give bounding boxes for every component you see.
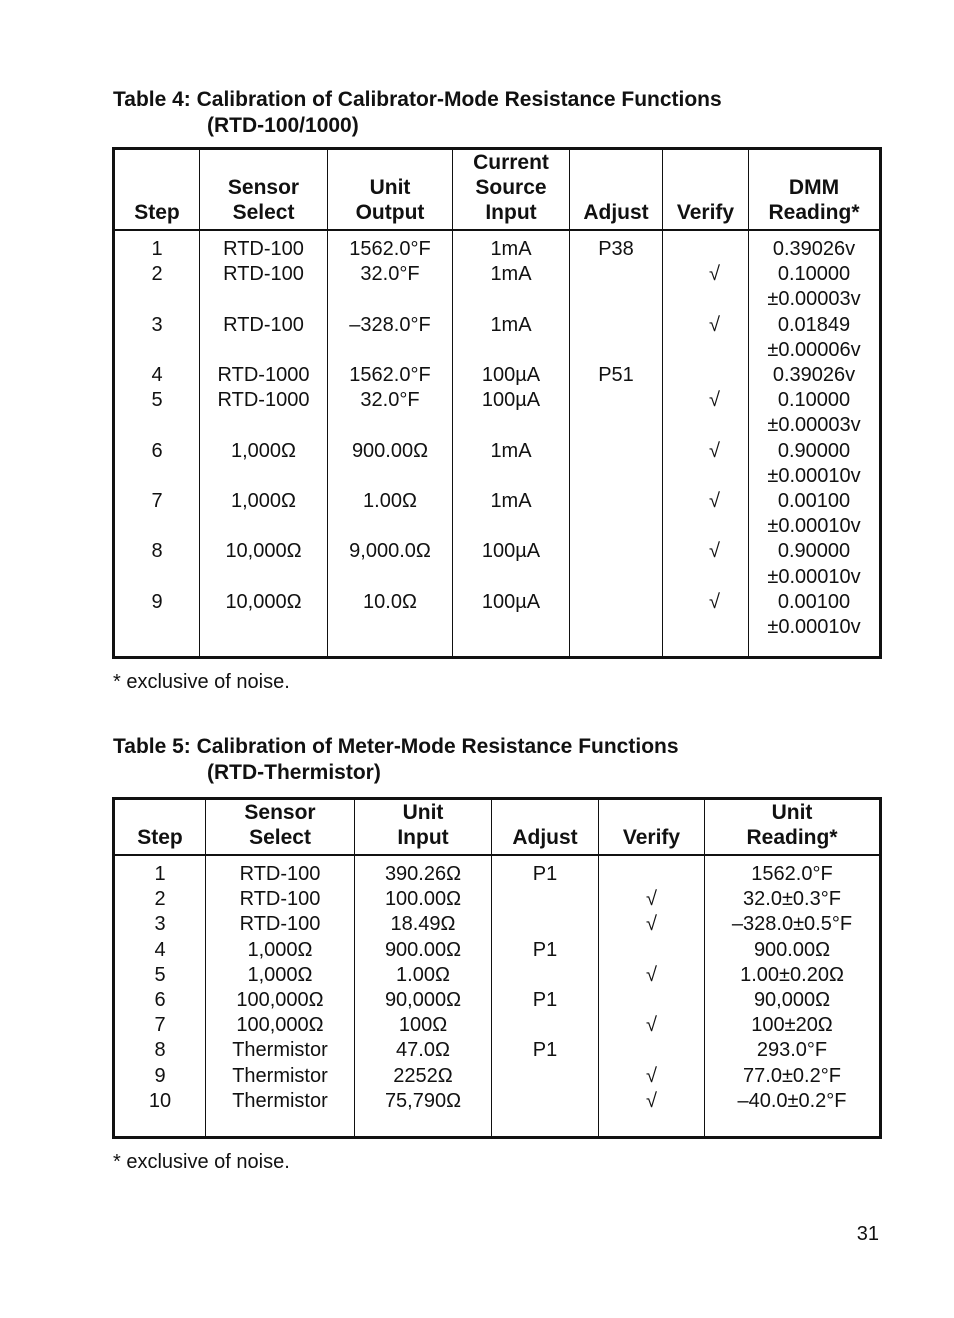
- table4-cell-output: 1.00Ω: [363, 490, 417, 513]
- table4-cell-step: [117, 287, 197, 312]
- table4-cell-current: 1mA: [490, 263, 532, 286]
- table4-cell-adjust: P38: [598, 238, 634, 260]
- table5-cell-verify: √: [646, 1089, 657, 1112]
- table4-cell-adjust: [572, 464, 660, 489]
- table4-cell-adjust: [572, 388, 660, 413]
- table5-cell-input: 100Ω: [398, 1014, 448, 1037]
- table5-cell-input: 2252Ω: [393, 1064, 453, 1087]
- table5-cell-reading: 1.00±0.20Ω: [740, 963, 844, 986]
- table4-cell-sensor: RTD-1000: [217, 364, 310, 387]
- table5-header-step: Step: [114, 799, 206, 856]
- table4-header-row: [114, 149, 881, 231]
- table4-col-adjust: [570, 230, 663, 658]
- table5-cell-adjust: [494, 1013, 596, 1038]
- table4-cell-verify: [665, 363, 720, 388]
- table4-cell-dmm: 0.00100: [777, 490, 851, 513]
- table5-header-row: [114, 799, 881, 856]
- table5-header-verify: Verify: [599, 799, 705, 856]
- table4-cell-current: [455, 615, 567, 640]
- table4-cell-dmm: 0.01849: [777, 313, 851, 336]
- table5-cell-sensor: RTD-100: [239, 888, 321, 911]
- table4-cell-output: 32.0°F: [360, 263, 420, 286]
- table5-cell-sensor: 100,000Ω: [236, 989, 324, 1012]
- table5-cell-input: 75,790Ω: [384, 1089, 462, 1112]
- table5-cell-input: 390.26Ω: [384, 863, 462, 885]
- table4-cell-dmm: 0.90000: [777, 540, 851, 563]
- table5-cell-adjust: P1: [532, 989, 558, 1012]
- table5-cell-verify: [601, 1038, 702, 1063]
- table4-calibrator-mode: [112, 147, 882, 659]
- table5-header-sensor-select: Sensor Select: [206, 799, 355, 856]
- table4-cell-step: 5: [151, 389, 163, 412]
- table5-cell-adjust: P1: [532, 938, 558, 961]
- table5-cell-adjust: P1: [532, 1039, 558, 1062]
- table5-cell-reading: 90,000Ω: [753, 989, 831, 1012]
- table4-header-adjust: Adjust: [570, 149, 663, 231]
- table4-cell-dmm: 0.90000: [777, 439, 851, 462]
- table4-cell-current: 100µA: [481, 364, 541, 387]
- table5-header-adjust: Adjust: [492, 799, 599, 856]
- table5-cell-input: 100.00Ω: [384, 888, 462, 911]
- table5-cell-reading: 293.0°F: [756, 1039, 828, 1062]
- table5-cell-reading: –328.0±0.5°F: [731, 913, 853, 936]
- table4-cell-dmm: 0.39026v: [772, 238, 856, 260]
- table4-cell-current: 1mA: [490, 313, 532, 336]
- table4-cell-output: [330, 464, 450, 489]
- table5-cell-verify: [601, 988, 702, 1013]
- table4-cell-sensor: 1,000Ω: [231, 490, 296, 513]
- table4-cell-step: [117, 413, 197, 438]
- table4-cell-sensor: [202, 338, 325, 363]
- table4-cell-dmm: 0.39026v: [772, 364, 856, 387]
- table4-cell-verify: √: [709, 439, 720, 462]
- table5-cell-adjust: P1: [532, 863, 558, 885]
- table4-cell-adjust: [572, 489, 660, 514]
- table4-cell-verify: [665, 413, 720, 438]
- table4-header-sensor-select: Sensor Select: [200, 149, 328, 231]
- table4-cell-step: [117, 464, 197, 489]
- table4-cell-sensor: [202, 615, 325, 640]
- table5-cell-reading: 100±20Ω: [751, 1014, 833, 1037]
- table4-cell-output: 9,000.0Ω: [349, 540, 431, 563]
- table5-cell-input: 18.49Ω: [390, 913, 456, 936]
- page-number: 31: [856, 1223, 879, 1245]
- table5-col-input: [355, 855, 492, 1138]
- table4-col-sensor: [200, 230, 328, 658]
- table4-cell-adjust: P51: [598, 364, 634, 387]
- table4-cell-adjust: [572, 262, 660, 287]
- table5-col-reading: [705, 855, 881, 1138]
- table4-cell-sensor: [202, 464, 325, 489]
- table4-col-current: [453, 230, 570, 658]
- table4-cell-dmm: ±0.00006v: [767, 338, 861, 361]
- table4-cell-output: [330, 615, 450, 640]
- table5-cell-input: 47.0Ω: [396, 1039, 450, 1062]
- table5-cell-sensor: RTD-100: [239, 913, 321, 936]
- table4-cell-adjust: [572, 439, 660, 464]
- table4-cell-current: 100µA: [481, 590, 541, 613]
- table5-cell-sensor: 100,000Ω: [236, 1014, 324, 1037]
- table4-cell-current: 100µA: [481, 389, 541, 412]
- table4-cell-verify: √: [709, 389, 720, 412]
- table4-cell-verify: √: [709, 263, 720, 286]
- table5-cell-adjust: [494, 887, 596, 912]
- table4-cell-current: 1mA: [490, 439, 532, 462]
- table4-cell-verify: √: [709, 590, 720, 613]
- table5-cell-verify: √: [646, 913, 657, 936]
- table4-cell-adjust: [572, 514, 660, 539]
- table4-cell-step: 3: [151, 313, 163, 336]
- table4-cell-sensor: 1,000Ω: [231, 439, 296, 462]
- table4-header-current-source-input: Current Source Input: [453, 149, 570, 231]
- table4-cell-verify: [665, 514, 720, 539]
- table4-cell-current: [455, 464, 567, 489]
- table4-cell-verify: [665, 615, 720, 640]
- table5-cell-input: 1.00Ω: [396, 963, 450, 986]
- table4-cell-verify: [665, 338, 720, 363]
- table4-cell-step: 6: [151, 439, 163, 462]
- table4-col-output: [328, 230, 453, 658]
- table4-cell-current: [455, 413, 567, 438]
- table5-caption-line1: Table 5: Calibration of Meter-Mode Resistance Functions: [113, 735, 679, 758]
- table4-cell-sensor: [202, 514, 325, 539]
- table4-cell-adjust: [572, 287, 660, 312]
- table5-cell-input: 900.00Ω: [384, 938, 462, 961]
- table4-cell-current: [455, 338, 567, 363]
- table5-cell-input: 90,000Ω: [384, 989, 462, 1012]
- table5-cell-reading: 900.00Ω: [753, 938, 831, 961]
- table4-footnote: * exclusive of noise.: [113, 671, 290, 693]
- table4-cell-verify: [665, 464, 720, 489]
- table4-col-dmm: [749, 230, 881, 658]
- table4-cell-current: [455, 514, 567, 539]
- table4-cell-output: [330, 338, 450, 363]
- table4-cell-verify: √: [709, 313, 720, 336]
- table4-cell-dmm: ±0.00010v: [767, 515, 861, 538]
- table4-cell-sensor: RTD-100: [223, 313, 304, 336]
- table5-header-unit-reading: Unit Reading*: [705, 799, 881, 856]
- table5-cell-sensor: RTD-100: [239, 863, 321, 885]
- table4-cell-output: [330, 565, 450, 590]
- table4-cell-output: [330, 287, 450, 312]
- table5-cell-sensor: Thermistor: [232, 1039, 328, 1062]
- table4-cell-verify: √: [709, 490, 720, 513]
- table4-cell-step: 9: [151, 590, 163, 613]
- table5-cell-sensor: 1,000Ω: [247, 938, 313, 961]
- table5-cell-step: 2: [154, 888, 166, 911]
- table4-cell-step: [117, 615, 197, 640]
- table5-cell-adjust: [494, 963, 596, 988]
- table4-cell-output: 1562.0°F: [349, 238, 431, 260]
- table4-cell-dmm: 0.10000: [777, 389, 851, 412]
- table4-cell-sensor: [202, 287, 325, 312]
- table4-cell-output: 900.00Ω: [351, 439, 429, 462]
- table5-footnote: * exclusive of noise.: [113, 1151, 290, 1173]
- table5-col-sensor: [206, 855, 355, 1138]
- table5-cell-step: 10: [148, 1089, 172, 1112]
- table4-caption: [113, 87, 722, 139]
- table4-cell-verify: √: [709, 540, 720, 563]
- table4-cell-dmm: 0.10000: [777, 263, 851, 286]
- table4-cell-output: 10.0Ω: [363, 590, 417, 613]
- table5-cell-verify: √: [646, 963, 657, 986]
- table5-cell-step: 5: [154, 963, 166, 986]
- table5-body: [114, 855, 881, 1138]
- table4-cell-step: [117, 565, 197, 590]
- table5-cell-sensor: Thermistor: [232, 1064, 328, 1087]
- table4-cell-step: 4: [151, 364, 163, 387]
- table5-cell-step: 9: [154, 1064, 166, 1087]
- table4-cell-current: 100µA: [481, 540, 541, 563]
- table4-cell-step: 1: [151, 238, 163, 260]
- table5-cell-step: 1: [154, 863, 166, 885]
- table4-cell-step: 8: [151, 540, 163, 563]
- table5-caption: [113, 734, 679, 786]
- table4-cell-step: 7: [151, 490, 163, 513]
- table5-cell-sensor: 1,000Ω: [247, 963, 313, 986]
- table4-cell-adjust: [572, 338, 660, 363]
- table5-cell-verify: √: [646, 1014, 657, 1037]
- table4-cell-adjust: [572, 539, 660, 564]
- table4-cell-sensor: 10,000Ω: [225, 540, 302, 563]
- table4-cell-sensor: 10,000Ω: [225, 590, 302, 613]
- table5-cell-verify: [601, 938, 702, 963]
- table4-header-dmm-reading: DMM Reading*: [749, 149, 881, 231]
- table4-cell-verify: [665, 237, 720, 262]
- table4-cell-step: [117, 338, 197, 363]
- table4-cell-sensor: RTD-100: [223, 238, 304, 260]
- table5-cell-step: 7: [154, 1014, 166, 1037]
- table4-cell-sensor: [202, 413, 325, 438]
- table5-cell-adjust: [494, 912, 596, 937]
- table4-cell-current: [455, 565, 567, 590]
- table4-header-unit-output: Unit Output: [328, 149, 453, 231]
- table4-cell-adjust: [572, 313, 660, 338]
- table4-cell-sensor: RTD-1000: [217, 389, 310, 412]
- table4-header-verify: Verify: [663, 149, 749, 231]
- table5-cell-verify: [601, 862, 702, 887]
- table5-cell-adjust: [494, 1089, 596, 1114]
- table4-cell-adjust: [572, 413, 660, 438]
- table5-cell-verify: √: [646, 888, 657, 911]
- table5-cell-step: 4: [154, 938, 166, 961]
- table4-cell-current: 1mA: [490, 490, 532, 513]
- table4-cell-current: [455, 287, 567, 312]
- table4-cell-verify: [665, 287, 720, 312]
- table5-cell-adjust: [494, 1064, 596, 1089]
- table5-col-step: [114, 855, 206, 1138]
- table4-cell-dmm: ±0.00010v: [767, 616, 861, 639]
- table4-cell-output: 32.0°F: [360, 389, 420, 412]
- table4-col-verify: [663, 230, 749, 658]
- table5-cell-reading: 1562.0°F: [751, 863, 833, 885]
- table5-cell-sensor: Thermistor: [232, 1089, 328, 1112]
- table4-cell-step: 2: [151, 263, 163, 286]
- table5-cell-reading: 32.0±0.3°F: [743, 888, 841, 911]
- table4-cell-dmm: 0.00100: [777, 590, 851, 613]
- table5-col-adjust: [492, 855, 599, 1138]
- table5-cell-reading: 77.0±0.2°F: [743, 1064, 841, 1087]
- table5-caption-line2: (RTD-Thermistor): [207, 761, 381, 784]
- table5-meter-mode: [112, 797, 882, 1139]
- table5-header-unit-input: Unit Input: [355, 799, 492, 856]
- table4-cell-sensor: RTD-100: [223, 263, 304, 286]
- table4-col-step: [114, 230, 200, 658]
- table4-cell-output: [330, 413, 450, 438]
- table4-cell-current: 1mA: [490, 238, 532, 260]
- table5-cell-verify: √: [646, 1064, 657, 1087]
- table4-caption-line2: (RTD-100/1000): [207, 114, 359, 137]
- table4-cell-dmm: ±0.00003v: [767, 414, 861, 437]
- table4-cell-output: –328.0°F: [349, 313, 431, 336]
- table4-cell-adjust: [572, 590, 660, 615]
- table4-cell-output: [330, 514, 450, 539]
- table5-cell-reading: –40.0±0.2°F: [737, 1089, 847, 1112]
- table4-cell-sensor: [202, 565, 325, 590]
- table4-cell-adjust: [572, 615, 660, 640]
- table4-cell-dmm: ±0.00010v: [767, 464, 861, 487]
- table4-cell-dmm: ±0.00010v: [767, 565, 861, 588]
- table5-cell-step: 8: [154, 1039, 166, 1062]
- table4-header-step: Step: [114, 149, 200, 231]
- table5-col-verify: [599, 855, 705, 1138]
- table5-cell-step: 3: [154, 913, 166, 936]
- table4-cell-output: 1562.0°F: [349, 364, 431, 387]
- table4-cell-dmm: ±0.00003v: [767, 288, 861, 311]
- table4-body: [114, 230, 881, 658]
- table4-cell-verify: [665, 565, 720, 590]
- table4-cell-adjust: [572, 565, 660, 590]
- table4-caption-line1: Table 4: Calibration of Calibrator-Mode Resistance Functions: [113, 88, 722, 111]
- table4-cell-step: [117, 514, 197, 539]
- table5-cell-step: 6: [154, 989, 166, 1012]
